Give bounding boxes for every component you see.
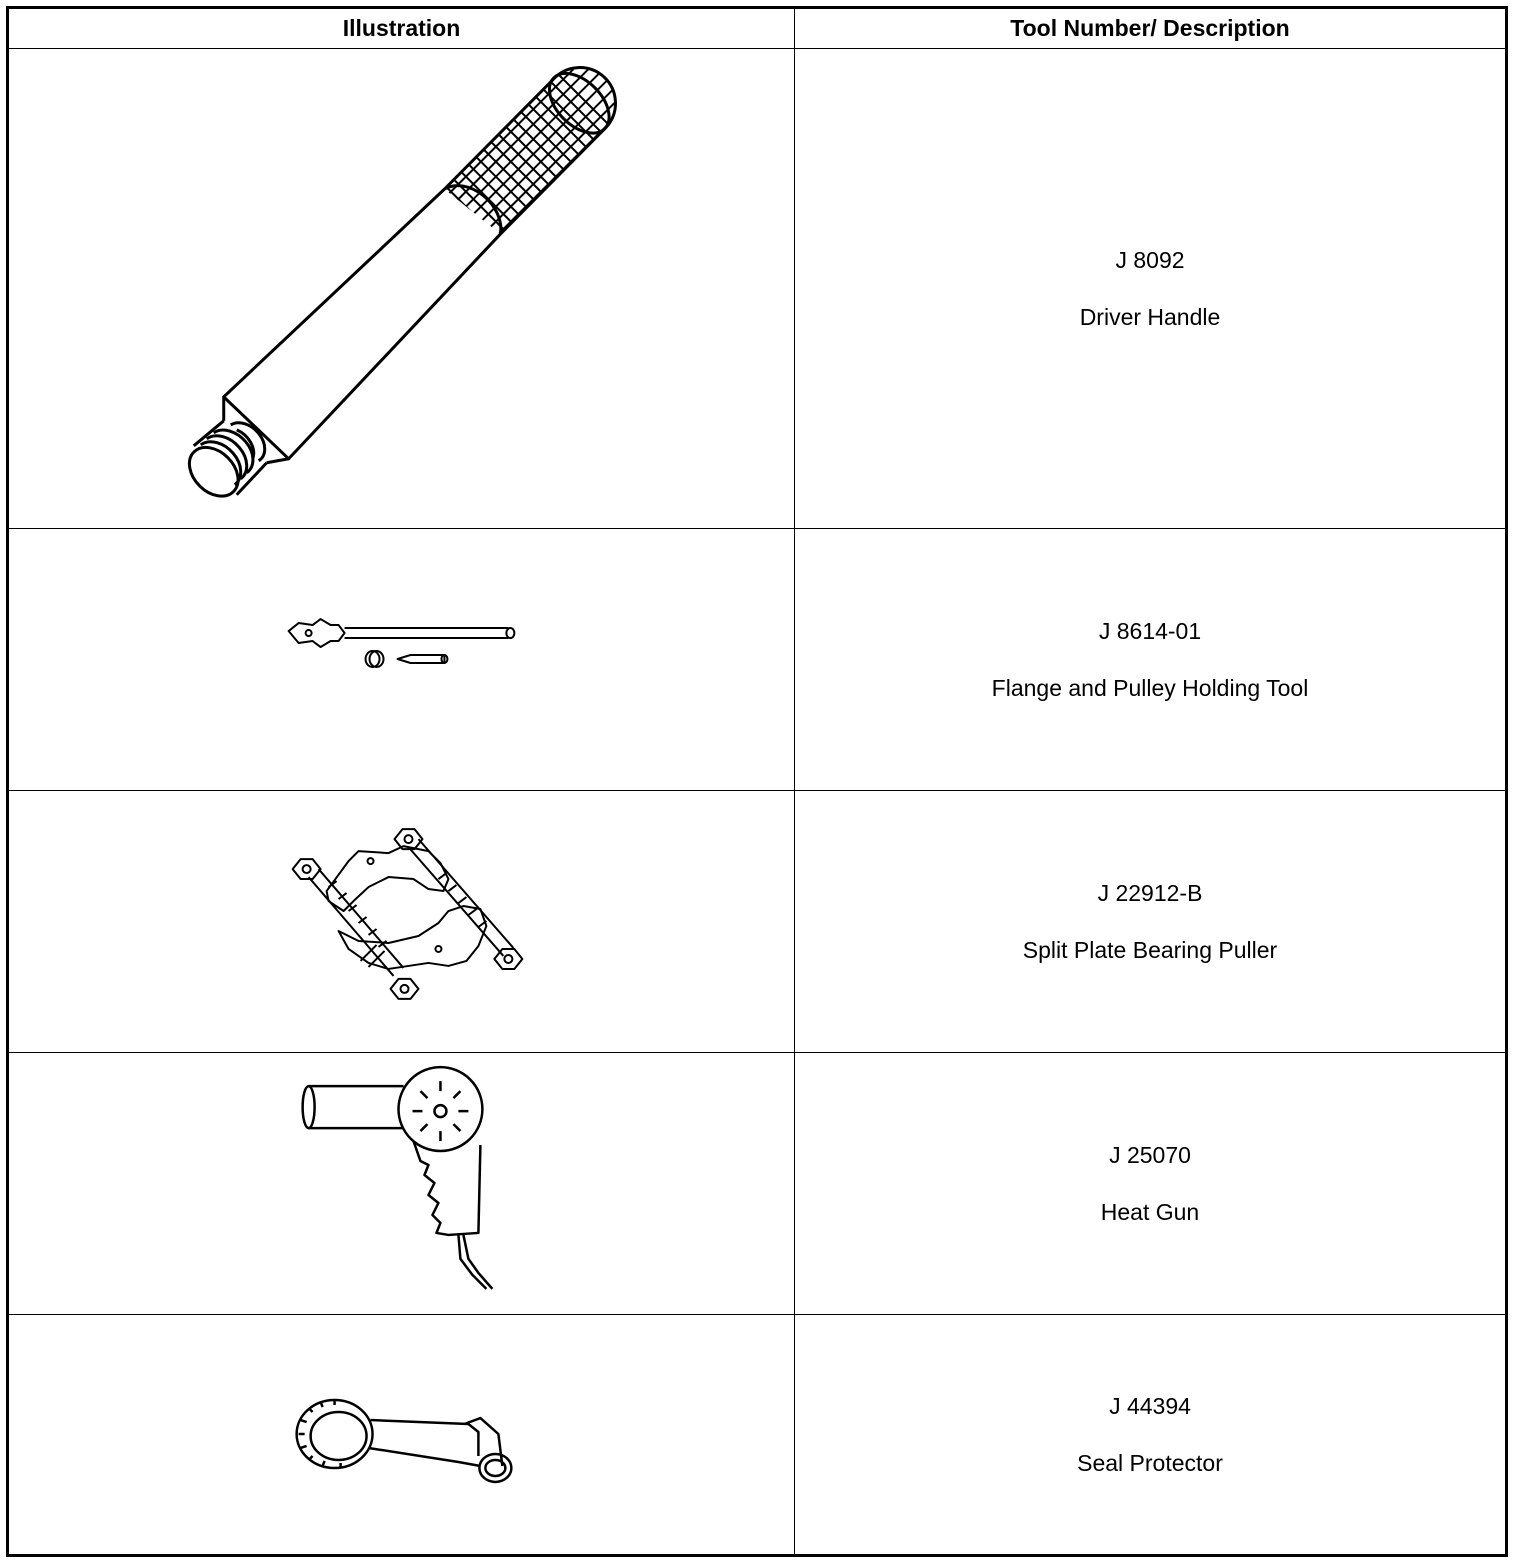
holding-tool-icon: [9, 529, 794, 790]
tool-number: J 25070: [1109, 1141, 1191, 1168]
tool-description: Seal Protector: [1077, 1449, 1223, 1476]
tool-number: J 8614-01: [1098, 617, 1202, 644]
bearing-puller-icon: [9, 791, 794, 1052]
heat-gun-icon: [9, 1053, 794, 1314]
driver-handle-icon: [9, 49, 794, 528]
tool-number: J 8092: [1115, 246, 1185, 273]
table-row: [9, 1053, 1505, 1315]
illustration-cell: [9, 49, 795, 528]
illustration-cell: [9, 529, 795, 790]
tool-number: J 22912-B: [1097, 879, 1203, 906]
illustration-cell: [9, 1315, 795, 1554]
description-cell: [795, 1315, 1505, 1554]
description-cell: [795, 49, 1505, 528]
description-cell: [795, 529, 1505, 790]
description-cell: [795, 791, 1505, 1052]
header-illustration: Illustration: [9, 9, 795, 48]
header-tool-description: Tool Number/ Description: [1010, 15, 1290, 41]
special-tools-table: [6, 6, 1508, 1557]
tool-description: Split Plate Bearing Puller: [1022, 936, 1278, 963]
tool-description: Flange and Pulley Holding Tool: [991, 674, 1309, 701]
tool-description: Heat Gun: [1100, 1198, 1200, 1225]
table-row: [9, 49, 1505, 529]
illustration-cell: [9, 791, 795, 1052]
table-row: [9, 791, 1505, 1053]
tool-description: Driver Handle: [1079, 303, 1221, 330]
seal-protector-icon: [9, 1316, 794, 1554]
table-header-row: [9, 9, 1505, 49]
description-cell: [795, 1053, 1505, 1314]
tool-number: J 44394: [1109, 1392, 1191, 1419]
illustration-cell: [9, 1053, 795, 1314]
table-row: [9, 1315, 1505, 1554]
table-row: [9, 529, 1505, 791]
